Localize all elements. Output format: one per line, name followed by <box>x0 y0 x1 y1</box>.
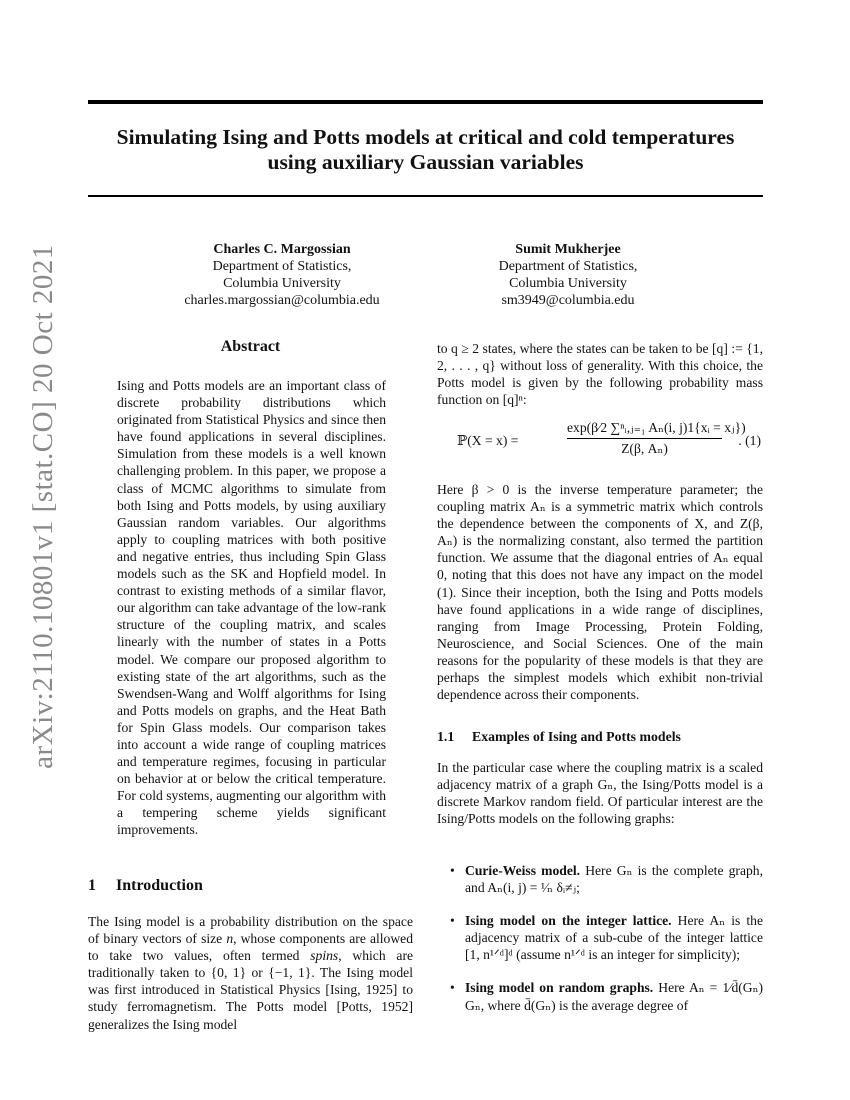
author-name: Sumit Mukherjee <box>515 242 621 257</box>
right-paragraph-2: Here β > 0 is the inverse temperature parameter; the coupling matrix Aₙ is a symmetric matrix which controls the dependence between the components of X, and Z(β, Aₙ) is the normalizing constant, also termed the partition function. We assume that the diagonal entries of Aₙ equal 0, noting that this does not have any impact on the model (1). Since their inception, both the Ising and Potts models have found applications in a wide range of disciplines, ranging from Image Processing, Protein Folding, Neuroscience, and Social Sciences. One of the main reasons for the popularity of these models is that they are perhaps the simplest models which exhibit non-trivial dependence across their components. <box>437 482 763 703</box>
title-line-1: Simulating Ising and Potts models at critical and cold temperatures <box>116 125 735 149</box>
section-number: 1 <box>88 877 96 894</box>
paper-title <box>88 125 763 175</box>
author-email: charles.margossian@columbia.edu <box>184 293 380 308</box>
abstract-heading: Abstract <box>220 338 281 355</box>
author-univ: Columbia University <box>509 276 627 291</box>
list-item-text: Here Gₙ is the complete graph, and Aₙ(i, j) = ¹⁄ₙ δᵢ≠ⱼ; <box>465 863 763 896</box>
equation-tag: . (1) <box>738 433 761 448</box>
equation-numerator: exp(β⁄2 ∑ⁿᵢ,ⱼ₌₁ Aₙ(i, j)1{xᵢ = xⱼ}) <box>567 420 722 439</box>
equation-lhs: ℙ(X = x) = <box>457 433 519 448</box>
equation-denominator: Z(β, Aₙ) <box>621 441 668 456</box>
author-dept: Department of Statistics, <box>498 259 638 274</box>
arxiv-stamp <box>18 243 68 769</box>
list-item-heading: Ising model on the integer lattice. <box>465 913 672 929</box>
author-2 <box>438 241 698 309</box>
author-univ: Columbia University <box>223 276 341 291</box>
list-item <box>437 912 763 963</box>
author-1 <box>152 241 412 309</box>
author-dept: Department of Statistics, <box>212 259 352 274</box>
list-item-heading: Curie-Weiss model. <box>465 863 581 878</box>
bullet-icon: • <box>450 980 455 996</box>
right-paragraph-3: In the particular case where the coupling matrix is a scaled adjacency matrix of a graph Gₙ, the Ising/Potts model is a discrete Markov random field. Of particular interest are the Ising/Potts models on the following graphs: <box>437 760 763 827</box>
title-line-2: using auxiliary Gaussian variables <box>267 150 584 174</box>
section-title: Introduction <box>116 877 203 894</box>
list-item-text: Here Aₙ is the adjacency matrix of a sub-cube of the integer lattice [1, n¹ᐟᵈ]ᵈ (assume n¹ᐟᵈ is an integer for simplicity); <box>465 913 763 963</box>
list-item-text: Here Aₙ = 1⁄d̄(Gₙ) Gₙ, where d̄(Gₙ) is the average degree of <box>465 980 763 1013</box>
intro-paragraph: The Ising model is a probability distribution on the space of binary vectors of size n, whose components are allowed to take two values, often termed spins, which are traditionally taken to {0, 1} or {−1, 1}. The Ising model was first introduced in Statistical Physics [Ising, 1925] to study ferromagnetism. The Potts model [Potts, 1952] generalizes the Ising model <box>88 914 414 1032</box>
list-item <box>437 862 763 896</box>
arxiv-id: arXiv:2110.10801v1 [stat.CO] 20 Oct 2021 <box>26 243 59 769</box>
subsection-heading <box>437 729 681 745</box>
author-name: Charles C. Margossian <box>213 242 351 257</box>
bullet-icon: • <box>450 863 455 878</box>
right-paragraph-1: to q ≥ 2 states, where the states can be taken to be [q] := {1, 2, . . . , q} without loss of generality. With this choice, the Potts model is given by the following probability mass function on [q]ⁿ: <box>437 341 763 408</box>
author-email: sm3949@columbia.edu <box>501 293 635 308</box>
equation-fraction <box>567 420 746 457</box>
model-list <box>437 862 763 1030</box>
list-item <box>437 979 763 1013</box>
title-bottom-rule <box>88 195 763 197</box>
subsection-title: Examples of Ising and Potts models <box>472 729 681 744</box>
list-item-heading: Ising model on random graphs. <box>465 980 654 996</box>
abstract-text: Ising and Potts models are an important class of discrete probability distributions which originated from Statistical Physics and since then have found applications in several disciplines. Simulation from these models is a well known challenging problem. In this paper, we propose a class of MCMC algorithms to simulate from both Ising and Potts models, by using auxiliary Gaussian random variables. Our algorithms apply to coupling matrices with both positive and negative entries, thus including Spin Glass models such as the SK and Hopfield model. In contrast to existing methods of a similar flavor, our algorithm can take advantage of the low-rank structure of the coupling matrix, and scales linearly with the number of states in a Potts model. We compare our proposed algorithm to existing state of the art algorithms, such as the Swendsen-Wang and Wolff algorithms for Ising and Potts models on graphs, and the Heat Bath for Spin Glass models. Our comparison takes into account a wide range of coupling matrices and temperature regimes, focusing in particular on behavior at or below the critical temperature. For cold systems, augmenting our algorithm with a tempering scheme yields significant improvements. <box>117 378 386 838</box>
title-top-rule <box>88 100 763 104</box>
bullet-icon: • <box>450 913 455 929</box>
equation-1 <box>437 420 763 468</box>
section-heading <box>88 877 203 895</box>
subsection-number: 1.1 <box>437 729 455 744</box>
